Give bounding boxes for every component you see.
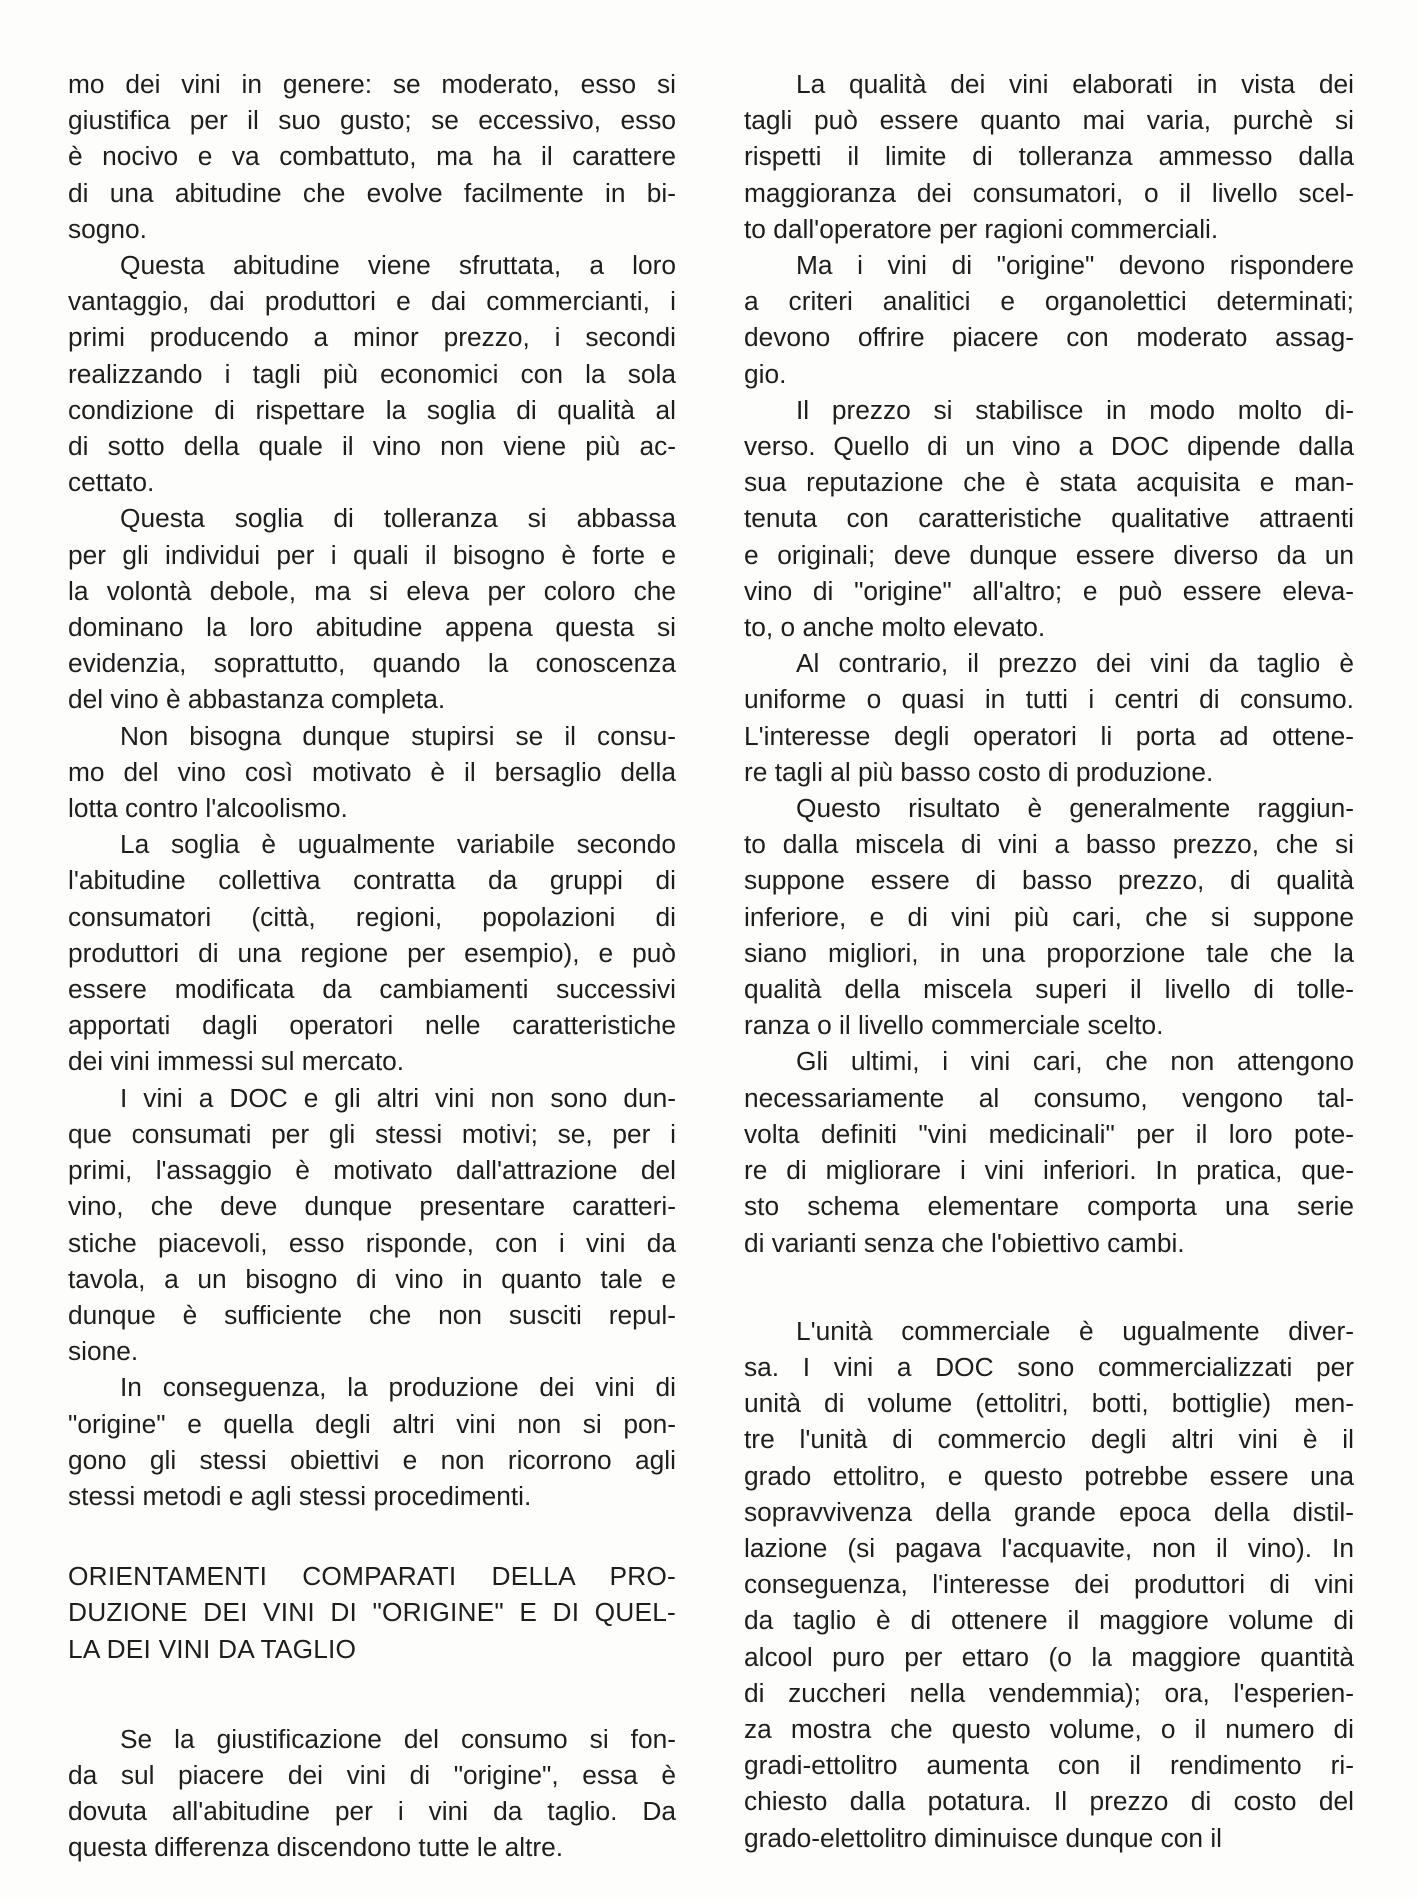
text-line: dunque è sufficiente che non susciti repul- <box>68 1299 676 1330</box>
text-line: vantaggio, dai produttori e dai commercianti, i <box>68 286 676 317</box>
text-line: primi, l'assaggio è motivato dall'attrazione del <box>68 1155 676 1186</box>
text-line: to dalla miscela di vini a basso prezzo, che si <box>744 829 1354 860</box>
text-line: realizzando i tagli più economici con la sola <box>68 358 676 389</box>
text-line: uniforme o quasi in tutti i centri di consumo. <box>744 684 1354 715</box>
text-line: La soglia è ugualmente variabile secondo <box>120 829 676 860</box>
text-line: Se la giustificazione del consumo si fon- <box>120 1723 676 1754</box>
right-column <box>744 66 1354 1856</box>
text-line: vino, che deve dunque presentare caratteri- <box>68 1191 676 1222</box>
text-line: sopravvivenza della grande epoca della distil- <box>744 1496 1354 1527</box>
paragraph <box>68 66 676 247</box>
text-line: Ma i vini di "origine" devono rispondere <box>796 250 1354 281</box>
text-line: dovuta all'abitudine per i vini da taglio. Da <box>68 1796 676 1827</box>
text-line: to dall'operatore per ragioni commerciali. <box>744 213 1219 244</box>
text-line: tavola, a un bisogno di vino in quanto tale e <box>68 1263 676 1294</box>
text-line: mo dei vini in genere: se moderato, esso si <box>68 69 676 99</box>
text-line: dei vini immessi sul mercato. <box>68 1046 405 1077</box>
text-line: lotta contro l'alcoolismo. <box>68 793 348 824</box>
text-line: "origine" e quella degli altri vini non si pon- <box>68 1408 676 1439</box>
text-line: del vino è abbastanza completa. <box>68 684 446 715</box>
text-line: essere modificata da cambiamenti successivi <box>68 974 676 1005</box>
text-line: di zuccheri nella vendemmia); ora, l'esperien- <box>744 1677 1354 1708</box>
paragraph <box>68 247 676 500</box>
text-line: per gli individui per i quali il bisogno è forte e <box>68 539 676 570</box>
text-line: La qualità dei vini elaborati in vista dei <box>796 69 1354 99</box>
paragraph <box>68 1080 676 1370</box>
text-line: devono offrire piacere con moderato assag- <box>744 322 1354 353</box>
text-line: verso. Quello di un vino a DOC dipende dalla <box>744 431 1354 462</box>
text-line: grado ettolitro, e questo potrebbe essere una <box>744 1460 1354 1491</box>
text-line: vino di "origine" all'altro; e può essere eleva- <box>744 575 1354 606</box>
text-line: DUZIONE DEI VINI DI "ORIGINE" E DI QUEL- <box>68 1597 676 1628</box>
text-line: è nocivo e va combattuto, ma ha il carattere <box>68 141 676 172</box>
paragraph <box>68 718 676 827</box>
text-line: cettato. <box>68 467 155 498</box>
text-line: mo del vino così motivato è il bersaglio della <box>68 756 676 787</box>
paragraph <box>744 1043 1354 1260</box>
text-line: gono gli stessi obiettivi e non ricorrono agli <box>68 1444 676 1475</box>
text-line: sogno. <box>68 213 147 244</box>
text-line: inferiore, e di vini più cari, che si suppone <box>744 901 1354 932</box>
text-line: evidenzia, soprattutto, quando la conoscenza <box>68 648 676 679</box>
text-line: stessi metodi e agli stessi procedimenti. <box>68 1480 532 1511</box>
paragraph <box>68 500 676 717</box>
text-line: volta definiti "vini medicinali" per il loro pote- <box>744 1118 1354 1149</box>
text-line: di sotto della quale il vino non viene più ac- <box>68 431 676 462</box>
text-line: sto schema elementare comporta una serie <box>744 1191 1354 1222</box>
text-line: Questa soglia di tolleranza si abbassa <box>120 503 676 534</box>
paragraph <box>68 1721 676 1866</box>
text-line: I vini a DOC e gli altri vini non sono dun- <box>120 1082 676 1113</box>
paragraph <box>744 247 1354 392</box>
text-line: qualità della miscela superi il livello di tolle- <box>744 974 1354 1005</box>
text-line: dominano la loro abitudine appena questa si <box>68 612 676 643</box>
paragraph <box>744 790 1354 1043</box>
paragraph <box>744 645 1354 790</box>
text-line: tre l'unità di commercio degli altri vini è il <box>744 1424 1354 1455</box>
text-line: to, o anche molto elevato. <box>744 612 1046 643</box>
text-line: Questo risultato è generalmente raggiun- <box>796 793 1354 824</box>
text-line: da taglio è di ottenere il maggiore volume di <box>744 1605 1354 1636</box>
text-line: que consumati per gli stessi motivi; se, per i <box>68 1118 676 1149</box>
text-line: questa differenza discendono tutte le altre. <box>68 1832 564 1863</box>
text-line: gradi-ettolitro aumenta con il rendimento ri- <box>744 1750 1354 1781</box>
text-line: alcool puro per ettaro (o la maggiore quantità <box>744 1641 1354 1672</box>
text-line: rispetti il limite di tolleranza ammesso dalla <box>744 141 1354 172</box>
text-line: za mostra che questo volume, o il numero di <box>744 1713 1354 1744</box>
text-line: apportati dagli operatori nelle caratteristiche <box>68 1010 676 1041</box>
text-line: conseguenza, l'interesse dei produttori di vini <box>744 1569 1354 1600</box>
text-line: L'interesse degli operatori li porta ad ottene- <box>744 720 1354 751</box>
paragraph <box>68 826 676 1079</box>
left-column <box>68 66 676 1866</box>
text-line: ranza o il livello commerciale scelto. <box>744 1010 1164 1041</box>
paragraph <box>744 392 1354 645</box>
text-line: LA DEI VINI DA TAGLIO <box>68 1633 357 1664</box>
text-line: sua reputazione che è stata acquisita e man- <box>744 467 1354 498</box>
text-line: In conseguenza, la produzione dei vini di <box>120 1372 676 1403</box>
text-line: sa. I vini a DOC sono commercializzati per <box>744 1351 1354 1382</box>
text-line: a criteri analitici e organolettici determinati; <box>744 286 1354 317</box>
text-line: di una abitudine che evolve facilmente in bi- <box>68 177 676 208</box>
text-line: grado-elettolitro diminuisce dunque con il <box>744 1822 1223 1853</box>
text-line: primi producendo a minor prezzo, i secondi <box>68 322 676 353</box>
text-line: da sul piacere dei vini di "origine", essa è <box>68 1759 676 1790</box>
text-line: Questa abitudine viene sfruttata, a loro <box>120 250 676 281</box>
text-line: sione. <box>68 1336 139 1367</box>
text-line: siano migliori, in una proporzione tale che la <box>744 937 1354 968</box>
paragraph <box>68 1369 676 1514</box>
text-line: condizione di rispettare la soglia di qualità al <box>68 394 676 425</box>
text-line: e originali; deve dunque essere diverso da un <box>744 539 1354 570</box>
text-line: Al contrario, il prezzo dei vini da taglio è <box>796 648 1354 679</box>
text-line: re tagli al più basso costo di produzione. <box>744 756 1214 787</box>
text-line: Il prezzo si stabilisce in modo molto di- <box>796 394 1354 425</box>
text-line: l'abitudine collettiva contratta da gruppi di <box>68 865 676 896</box>
text-line: di varianti senza che l'obiettivo cambi. <box>744 1227 1185 1258</box>
paragraph <box>744 66 1354 247</box>
text-line: la volontà debole, ma si eleva per coloro che <box>68 575 676 606</box>
paragraph <box>744 1313 1354 1856</box>
text-line: consumatori (città, regioni, popolazioni di <box>68 901 676 932</box>
text-line: produttori di una regione per esempio), e può <box>68 937 676 968</box>
text-line: giustifica per il suo gusto; se eccessivo, esso <box>68 105 676 136</box>
text-line: chiesto dalla potatura. Il prezzo di costo del <box>744 1786 1354 1817</box>
text-line: L'unità commerciale è ugualmente diver- <box>796 1315 1354 1346</box>
text-line: re di migliorare i vini inferiori. In pratica, que- <box>744 1155 1354 1186</box>
text-line: necessariamente al consumo, vengono tal- <box>744 1082 1354 1113</box>
text-line: lazione (si pagava l'acquavite, non il vino). In <box>744 1532 1354 1563</box>
text-line: maggioranza dei consumatori, o il livello scel- <box>744 177 1354 208</box>
text-line: gio. <box>744 358 787 389</box>
text-line: ORIENTAMENTI COMPARATI DELLA PRO- <box>68 1561 676 1592</box>
text-line: tagli può essere quanto mai varia, purchè si <box>744 105 1354 136</box>
text-line: Non bisogna dunque stupirsi se il consu- <box>120 720 676 751</box>
text-line: stiche piacevoli, esso risponde, con i vini da <box>68 1227 676 1258</box>
section-heading <box>68 1558 676 1667</box>
text-line: suppone essere di basso prezzo, di qualità <box>744 865 1354 896</box>
text-line: tenuta con caratteristiche qualitative attraenti <box>744 503 1354 534</box>
text-line: Gli ultimi, i vini cari, che non attengono <box>796 1046 1354 1077</box>
text-line: unità di volume (ettolitri, botti, bottiglie) men- <box>744 1388 1354 1419</box>
